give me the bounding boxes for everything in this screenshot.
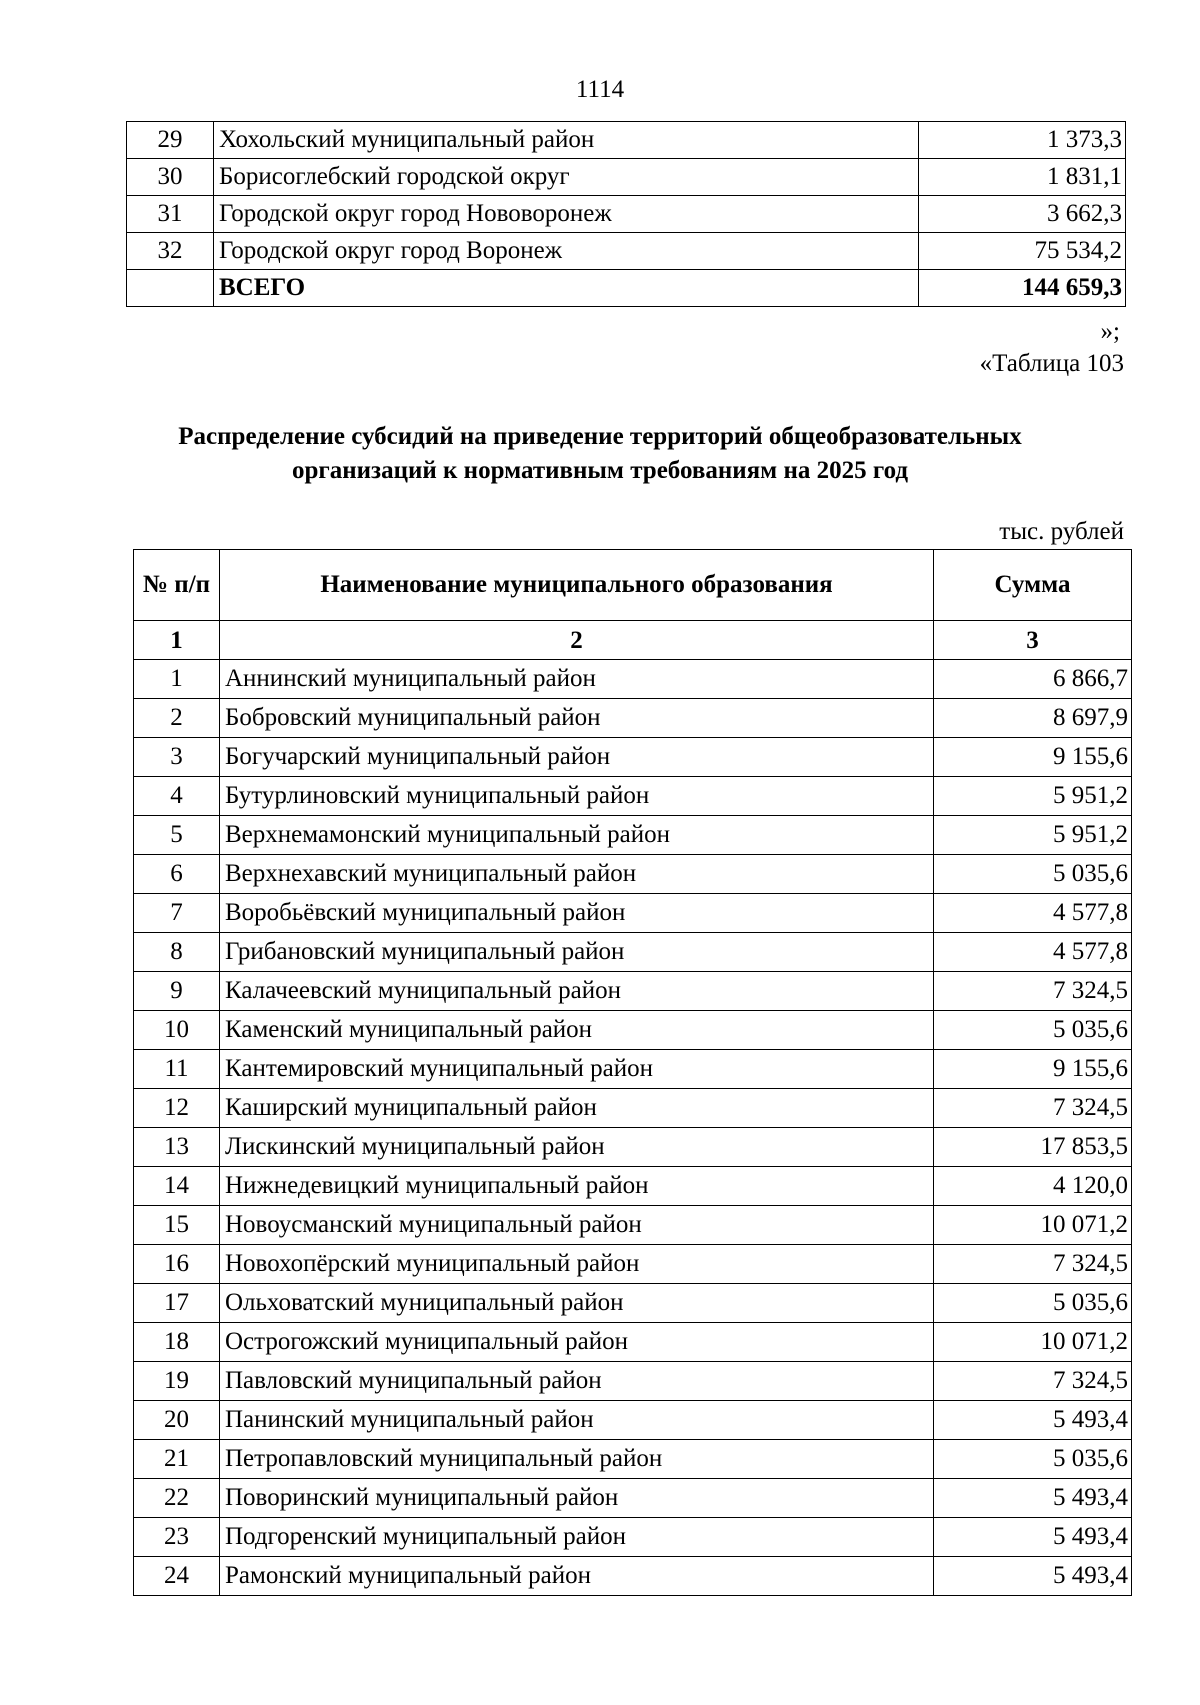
table-label: «Таблица 103 xyxy=(979,350,1124,377)
table-row xyxy=(134,1128,1132,1167)
total-value: 144 659,3 xyxy=(919,270,1126,307)
municipality-name: Острогожский муниципальный район xyxy=(220,1323,934,1362)
table-row xyxy=(127,122,1126,159)
row-number: 14 xyxy=(134,1167,220,1206)
units-label: тыс. рублей xyxy=(999,518,1124,545)
subsidy-distribution-table xyxy=(133,549,1132,1596)
header-name: Наименование муниципального образования xyxy=(220,550,934,621)
municipality-name: Рамонский муниципальный район xyxy=(220,1557,934,1596)
row-number: 20 xyxy=(134,1401,220,1440)
subsidy-amount: 9 155,6 xyxy=(934,1050,1132,1089)
table-row xyxy=(134,1167,1132,1206)
main-table-body xyxy=(134,660,1132,1596)
municipality-name: Поворинский муниципальный район xyxy=(220,1479,934,1518)
table-row xyxy=(134,777,1132,816)
subsidy-amount: 6 866,7 xyxy=(934,660,1132,699)
municipality-name: Петропавловский муниципальный район xyxy=(220,1440,934,1479)
table-row xyxy=(134,1050,1132,1089)
municipality-name: Борисоглебский городской округ xyxy=(214,159,919,196)
row-number: 21 xyxy=(134,1440,220,1479)
row-number: 13 xyxy=(134,1128,220,1167)
row-number: 8 xyxy=(134,933,220,972)
previous-table-continuation xyxy=(126,121,1126,307)
row-number: 31 xyxy=(127,196,214,233)
header-num: № п/п xyxy=(134,550,220,621)
table-row xyxy=(134,738,1132,777)
table-row xyxy=(134,1284,1132,1323)
municipality-name: Каширский муниципальный район xyxy=(220,1089,934,1128)
municipality-name: Кантемировский муниципальный район xyxy=(220,1050,934,1089)
column-numbers-row xyxy=(134,621,1132,660)
municipality-name: Бобровский муниципальный район xyxy=(220,699,934,738)
table-row xyxy=(127,233,1126,270)
row-number: 32 xyxy=(127,233,214,270)
total-label: ВСЕГО xyxy=(214,270,919,307)
row-number: 19 xyxy=(134,1362,220,1401)
subsidy-amount: 5 951,2 xyxy=(934,777,1132,816)
table-row xyxy=(134,699,1132,738)
table-row xyxy=(134,1089,1132,1128)
subsidy-amount: 5 951,2 xyxy=(934,816,1132,855)
subsidy-amount: 1 373,3 xyxy=(919,122,1126,159)
subsidy-amount: 10 071,2 xyxy=(934,1323,1132,1362)
municipality-name: Верхнехавский муниципальный район xyxy=(220,855,934,894)
municipality-name: Городской округ город Воронеж xyxy=(214,233,919,270)
row-number: 15 xyxy=(134,1206,220,1245)
subsidy-amount: 5 493,4 xyxy=(934,1401,1132,1440)
table-row xyxy=(134,1323,1132,1362)
row-number: 10 xyxy=(134,1011,220,1050)
total-num-cell xyxy=(127,270,214,307)
municipality-name: Новоусманский муниципальный район xyxy=(220,1206,934,1245)
table-row xyxy=(134,1245,1132,1284)
table-row xyxy=(134,1440,1132,1479)
table-row xyxy=(134,1011,1132,1050)
table-row xyxy=(134,1518,1132,1557)
subsidy-amount: 5 035,6 xyxy=(934,1440,1132,1479)
subsidy-amount: 4 577,8 xyxy=(934,894,1132,933)
table-row xyxy=(134,1479,1132,1518)
row-number: 2 xyxy=(134,699,220,738)
row-number: 5 xyxy=(134,816,220,855)
subsidy-amount: 9 155,6 xyxy=(934,738,1132,777)
row-number: 12 xyxy=(134,1089,220,1128)
table-title-line-2: организаций к нормативным требованиям на 2025 год xyxy=(291,457,909,484)
municipality-name: Нижнедевицкий муниципальный район xyxy=(220,1167,934,1206)
subsidy-amount: 8 697,9 xyxy=(934,699,1132,738)
table-title xyxy=(100,420,1100,488)
row-number: 24 xyxy=(134,1557,220,1596)
row-number: 29 xyxy=(127,122,214,159)
header-sum: Сумма xyxy=(934,550,1132,621)
column-number-3: 3 xyxy=(934,621,1132,660)
subsidy-amount: 10 071,2 xyxy=(934,1206,1132,1245)
row-number: 18 xyxy=(134,1323,220,1362)
subsidy-amount: 17 853,5 xyxy=(934,1128,1132,1167)
municipality-name: Верхнемамонский муниципальный район xyxy=(220,816,934,855)
table-row xyxy=(127,159,1126,196)
row-number: 16 xyxy=(134,1245,220,1284)
table-row xyxy=(134,933,1132,972)
municipality-name: Богучарский муниципальный район xyxy=(220,738,934,777)
municipality-name: Аннинский муниципальный район xyxy=(220,660,934,699)
municipality-name: Калачеевский муниципальный район xyxy=(220,972,934,1011)
table-row xyxy=(127,196,1126,233)
row-number: 22 xyxy=(134,1479,220,1518)
municipality-name: Каменский муниципальный район xyxy=(220,1011,934,1050)
table-row xyxy=(134,1557,1132,1596)
column-number-2: 2 xyxy=(220,621,934,660)
header-row xyxy=(134,550,1132,621)
row-number: 30 xyxy=(127,159,214,196)
table-row xyxy=(134,855,1132,894)
municipality-name: Новохопёрский муниципальный район xyxy=(220,1245,934,1284)
subsidy-amount: 7 324,5 xyxy=(934,1362,1132,1401)
subsidy-amount: 5 035,6 xyxy=(934,1011,1132,1050)
subsidy-amount: 4 120,0 xyxy=(934,1167,1132,1206)
row-number: 9 xyxy=(134,972,220,1011)
table-row xyxy=(134,1206,1132,1245)
table-row xyxy=(134,1401,1132,1440)
subsidy-amount: 75 534,2 xyxy=(919,233,1126,270)
row-number: 17 xyxy=(134,1284,220,1323)
municipality-name: Грибановский муниципальный район xyxy=(220,933,934,972)
subsidy-amount: 1 831,1 xyxy=(919,159,1126,196)
row-number: 11 xyxy=(134,1050,220,1089)
subsidy-amount: 7 324,5 xyxy=(934,1245,1132,1284)
table-row xyxy=(134,972,1132,1011)
municipality-name: Городской округ город Нововоронеж xyxy=(214,196,919,233)
municipality-name: Павловский муниципальный район xyxy=(220,1362,934,1401)
subsidy-amount: 5 035,6 xyxy=(934,1284,1132,1323)
municipality-name: Хохольский муниципальный район xyxy=(214,122,919,159)
page-number: 1114 xyxy=(575,76,625,103)
municipality-name: Подгоренский муниципальный район xyxy=(220,1518,934,1557)
subsidy-amount: 5 493,4 xyxy=(934,1518,1132,1557)
subsidy-amount: 7 324,5 xyxy=(934,972,1132,1011)
previous-table-body xyxy=(127,122,1126,270)
closing-quote: »; xyxy=(1100,318,1120,345)
table-row xyxy=(134,1362,1132,1401)
municipality-name: Ольховатский муниципальный район xyxy=(220,1284,934,1323)
table-row xyxy=(134,894,1132,933)
municipality-name: Панинский муниципальный район xyxy=(220,1401,934,1440)
total-row xyxy=(127,270,1126,307)
row-number: 4 xyxy=(134,777,220,816)
municipality-name: Бутурлиновский муниципальный район xyxy=(220,777,934,816)
municipality-name: Лискинский муниципальный район xyxy=(220,1128,934,1167)
table-row xyxy=(134,660,1132,699)
row-number: 3 xyxy=(134,738,220,777)
subsidy-amount: 7 324,5 xyxy=(934,1089,1132,1128)
row-number: 6 xyxy=(134,855,220,894)
row-number: 1 xyxy=(134,660,220,699)
subsidy-amount: 3 662,3 xyxy=(919,196,1126,233)
column-number-1: 1 xyxy=(134,621,220,660)
subsidy-amount: 5 035,6 xyxy=(934,855,1132,894)
subsidy-amount: 4 577,8 xyxy=(934,933,1132,972)
municipality-name: Воробьёвский муниципальный район xyxy=(220,894,934,933)
row-number: 23 xyxy=(134,1518,220,1557)
table-title-line-1: Распределение субсидий на приведение территорий общеобразовательных xyxy=(178,423,1022,450)
subsidy-amount: 5 493,4 xyxy=(934,1479,1132,1518)
table-row xyxy=(134,816,1132,855)
row-number: 7 xyxy=(134,894,220,933)
subsidy-amount: 5 493,4 xyxy=(934,1557,1132,1596)
